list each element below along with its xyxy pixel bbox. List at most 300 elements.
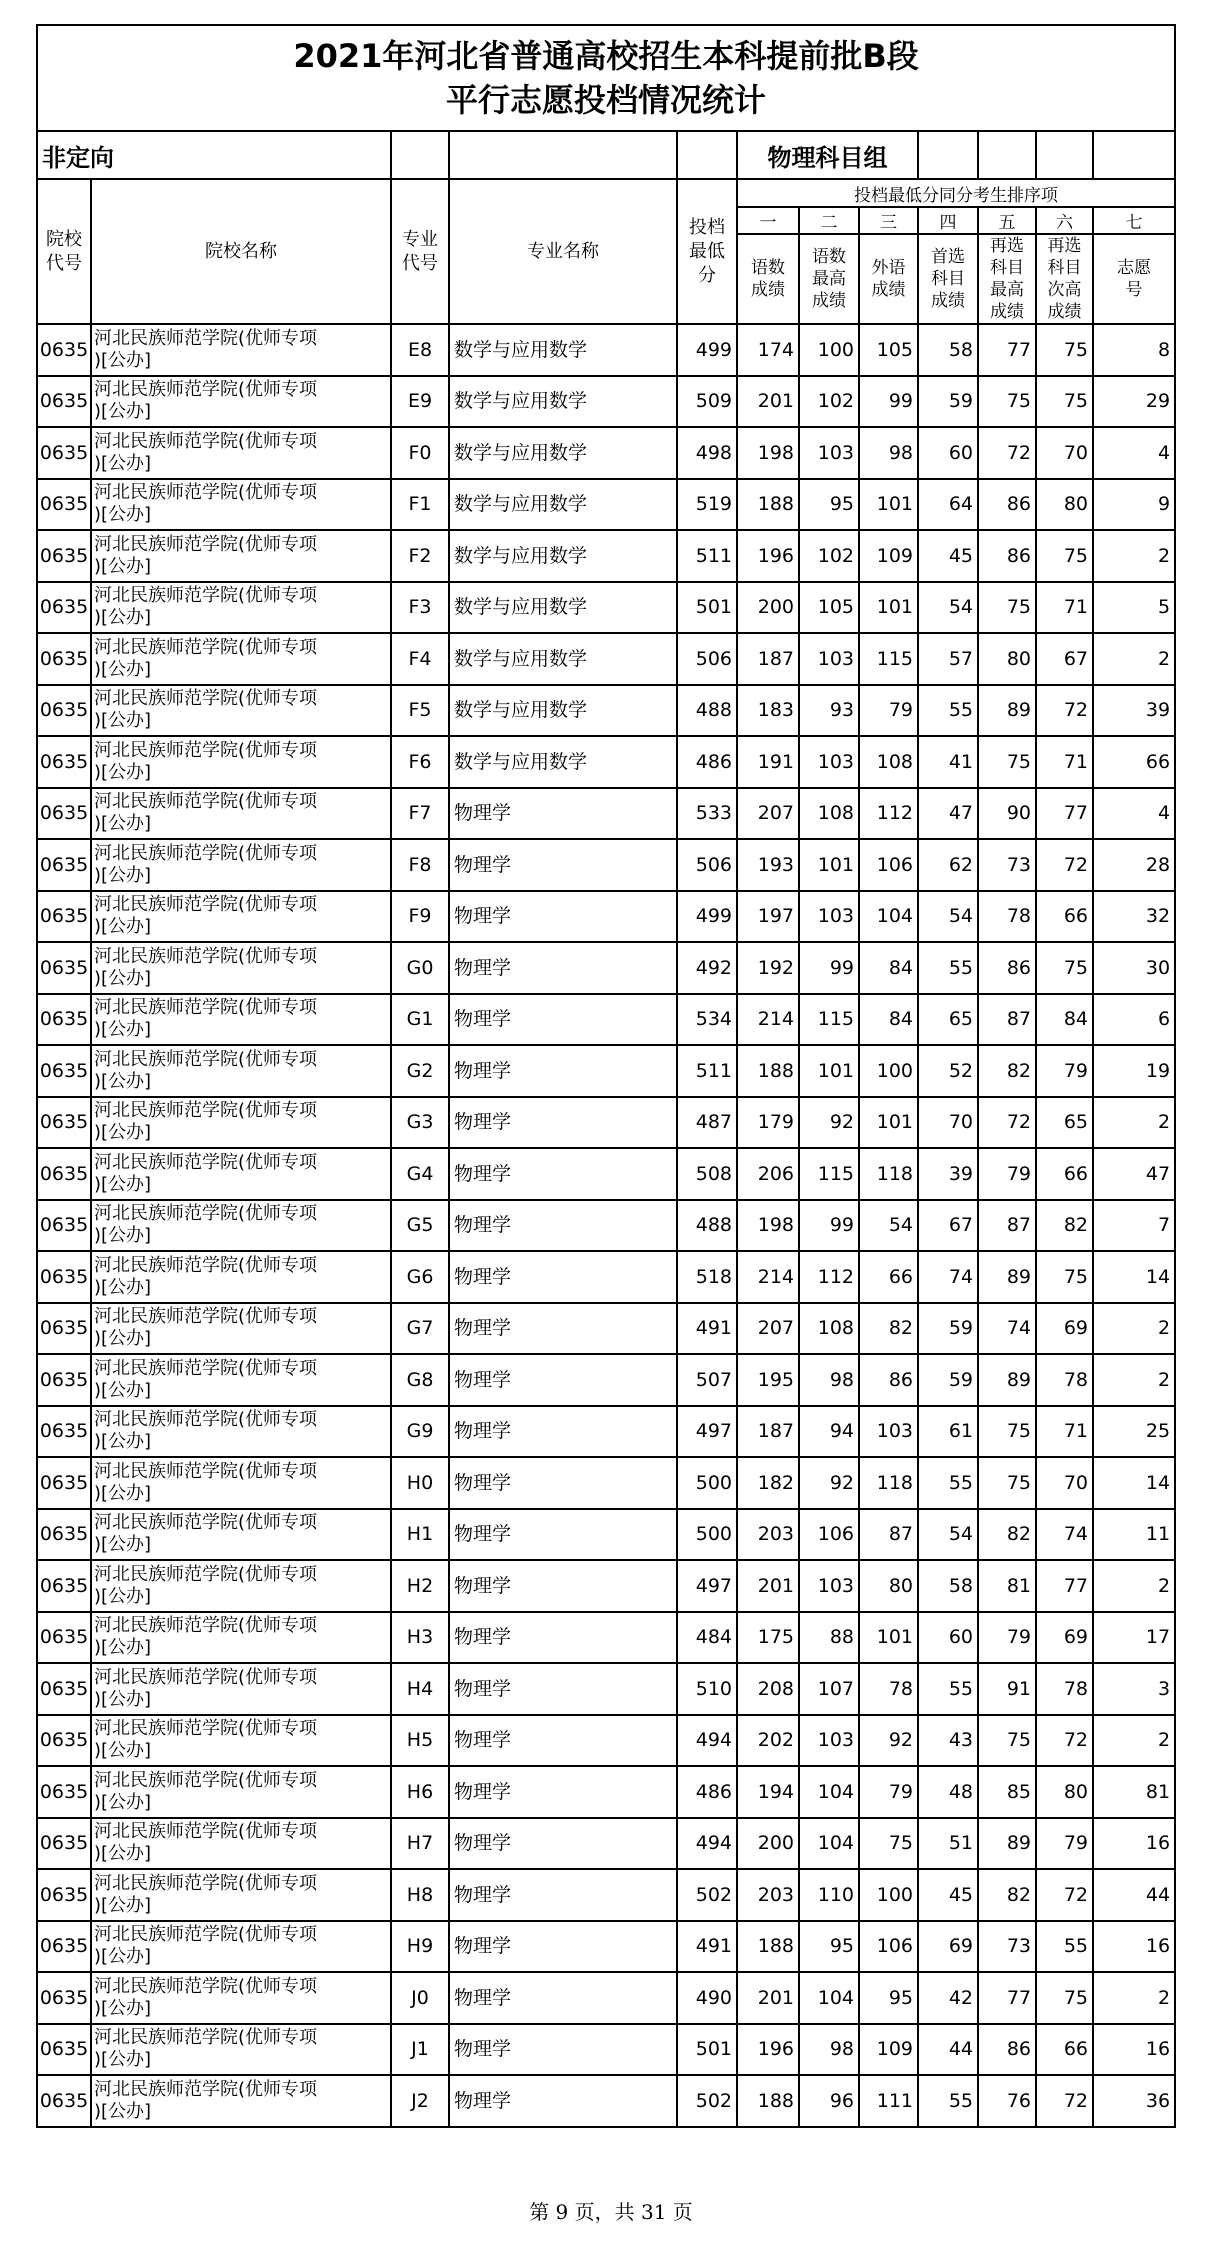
tie-score-cell: 115: [859, 633, 918, 685]
school-code-cell: 0635: [37, 376, 91, 428]
header-tie-item: 首选科目成绩: [918, 234, 978, 324]
school-code-cell: 0635: [37, 1045, 91, 1097]
tie-score-cell: 201: [737, 1972, 799, 2024]
tie-score-cell: 104: [799, 1818, 859, 1870]
school-name-cell: 河北民族师范学院(优师专项 )[公办]: [91, 479, 391, 531]
tie-score-cell: 67: [1036, 633, 1093, 685]
choice-number-cell: 25: [1093, 1406, 1175, 1458]
min-score-cell: 506: [677, 633, 737, 685]
tie-score-cell: 78: [1036, 1663, 1093, 1715]
major-name-cell: 数学与应用数学: [449, 427, 677, 479]
tie-score-cell: 55: [918, 685, 978, 737]
major-name-cell: 物理学: [449, 1406, 677, 1458]
school-name-cell: 河北民族师范学院(优师专项 )[公办]: [91, 376, 391, 428]
tie-score-cell: 75: [1036, 530, 1093, 582]
choice-number-cell: 11: [1093, 1509, 1175, 1561]
major-code-cell: H3: [391, 1612, 449, 1664]
tie-score-cell: 101: [859, 582, 918, 634]
title-line-2: 平行志愿投档情况统计: [446, 81, 767, 119]
header-tie-item: 志愿号: [1093, 234, 1175, 324]
tie-score-cell: 82: [978, 1869, 1036, 1921]
school-name-cell: 河北民族师范学院(优师专项 )[公办]: [91, 942, 391, 994]
major-name-cell: 物理学: [449, 1560, 677, 1612]
tie-score-cell: 214: [737, 1251, 799, 1303]
tie-score-cell: 118: [859, 1457, 918, 1509]
choice-number-cell: 8: [1093, 324, 1175, 376]
tie-score-cell: 203: [737, 1509, 799, 1561]
tie-score-cell: 66: [1036, 2024, 1093, 2076]
choice-number-cell: 16: [1093, 1818, 1175, 1870]
table-row: [37, 427, 1175, 479]
tie-score-cell: 85: [978, 1766, 1036, 1818]
tie-score-cell: 55: [918, 2075, 978, 2127]
tie-score-cell: 183: [737, 685, 799, 737]
tie-score-cell: 80: [1036, 1766, 1093, 1818]
choice-number-cell: 16: [1093, 2024, 1175, 2076]
tie-score-cell: 103: [799, 891, 859, 943]
school-code-cell: 0635: [37, 1200, 91, 1252]
school-code-cell: 0635: [37, 530, 91, 582]
header-tie-item: 再选科目最高成绩: [978, 234, 1036, 324]
tie-score-cell: 54: [918, 1509, 978, 1561]
tie-score-cell: 118: [859, 1148, 918, 1200]
choice-number-cell: 36: [1093, 2075, 1175, 2127]
major-name-cell: 物理学: [449, 1148, 677, 1200]
major-name-cell: 物理学: [449, 994, 677, 1046]
school-name-cell: 河北民族师范学院(优师专项 )[公办]: [91, 1148, 391, 1200]
min-score-cell: 511: [677, 1045, 737, 1097]
tie-score-cell: 187: [737, 633, 799, 685]
school-code-cell: 0635: [37, 1715, 91, 1767]
school-name-cell: 河北民族师范学院(优师专项 )[公办]: [91, 1045, 391, 1097]
tie-score-cell: 75: [978, 1406, 1036, 1458]
school-code-cell: 0635: [37, 1509, 91, 1561]
tie-score-cell: 82: [978, 1045, 1036, 1097]
tie-score-cell: 198: [737, 427, 799, 479]
table-row: [37, 1560, 1175, 1612]
min-score-cell: 490: [677, 1972, 737, 2024]
tie-score-cell: 87: [978, 1200, 1036, 1252]
min-score-cell: 484: [677, 1612, 737, 1664]
school-code-cell: 0635: [37, 736, 91, 788]
tie-score-cell: 206: [737, 1148, 799, 1200]
school-name-cell: 河北民族师范学院(优师专项 )[公办]: [91, 1354, 391, 1406]
school-name-cell: 河北民族师范学院(优师专项 )[公办]: [91, 1560, 391, 1612]
min-score-cell: 494: [677, 1818, 737, 1870]
tie-score-cell: 72: [1036, 839, 1093, 891]
tie-score-cell: 79: [859, 1766, 918, 1818]
tie-score-cell: 75: [978, 1457, 1036, 1509]
tie-score-cell: 175: [737, 1612, 799, 1664]
tie-score-cell: 82: [1036, 1200, 1093, 1252]
school-name-cell: 河北民族师范学院(优师专项 )[公办]: [91, 1766, 391, 1818]
major-code-cell: H5: [391, 1715, 449, 1767]
choice-number-cell: 14: [1093, 1457, 1175, 1509]
header-tie-item: 外语成绩: [859, 234, 918, 324]
school-code-cell: 0635: [37, 1612, 91, 1664]
school-code-cell: 0635: [37, 942, 91, 994]
major-code-cell: E8: [391, 324, 449, 376]
min-score-cell: 500: [677, 1457, 737, 1509]
tie-score-cell: 77: [1036, 788, 1093, 840]
min-score-cell: 502: [677, 2075, 737, 2127]
tie-score-cell: 103: [859, 1406, 918, 1458]
choice-number-cell: 16: [1093, 1921, 1175, 1973]
tie-score-cell: 59: [918, 376, 978, 428]
major-code-cell: F2: [391, 530, 449, 582]
tie-score-cell: 89: [978, 685, 1036, 737]
major-name-cell: 物理学: [449, 1303, 677, 1355]
table-row: [37, 1251, 1175, 1303]
table-row: [37, 1457, 1175, 1509]
major-code-cell: F1: [391, 479, 449, 531]
school-name-cell: 河北民族师范学院(优师专项 )[公办]: [91, 1097, 391, 1149]
tie-score-cell: 194: [737, 1766, 799, 1818]
major-code-cell: G7: [391, 1303, 449, 1355]
major-code-cell: F3: [391, 582, 449, 634]
school-name-cell: 河北民族师范学院(优师专项 )[公办]: [91, 324, 391, 376]
choice-number-cell: 30: [1093, 942, 1175, 994]
tie-score-cell: 102: [799, 530, 859, 582]
tie-score-cell: 115: [799, 994, 859, 1046]
major-name-cell: 数学与应用数学: [449, 376, 677, 428]
major-name-cell: 数学与应用数学: [449, 324, 677, 376]
school-code-cell: 0635: [37, 1097, 91, 1149]
tie-score-cell: 58: [918, 324, 978, 376]
major-code-cell: F7: [391, 788, 449, 840]
choice-number-cell: 3: [1093, 1663, 1175, 1715]
tie-score-cell: 214: [737, 994, 799, 1046]
major-code-cell: J2: [391, 2075, 449, 2127]
admission-table-sheet: [36, 24, 1174, 2122]
school-code-cell: 0635: [37, 839, 91, 891]
table-row: [37, 324, 1175, 376]
major-code-cell: G4: [391, 1148, 449, 1200]
major-name-cell: 数学与应用数学: [449, 685, 677, 737]
tie-score-cell: 79: [1036, 1818, 1093, 1870]
tie-score-cell: 188: [737, 479, 799, 531]
table-row: [37, 1818, 1175, 1870]
tie-score-cell: 207: [737, 1303, 799, 1355]
tie-score-cell: 81: [978, 1560, 1036, 1612]
tie-score-cell: 73: [978, 1921, 1036, 1973]
blank-cell: [918, 131, 978, 179]
major-name-cell: 物理学: [449, 1715, 677, 1767]
tie-score-cell: 75: [1036, 324, 1093, 376]
tie-score-cell: 93: [799, 685, 859, 737]
tie-score-cell: 103: [799, 736, 859, 788]
school-code-cell: 0635: [37, 2075, 91, 2127]
tie-score-cell: 207: [737, 788, 799, 840]
tie-score-cell: 101: [859, 479, 918, 531]
table-row: [37, 1354, 1175, 1406]
major-name-cell: 物理学: [449, 1045, 677, 1097]
choice-number-cell: 66: [1093, 736, 1175, 788]
tie-score-cell: 59: [918, 1303, 978, 1355]
tie-score-cell: 70: [1036, 1457, 1093, 1509]
choice-number-cell: 2: [1093, 530, 1175, 582]
tie-score-cell: 77: [978, 324, 1036, 376]
min-score-cell: 488: [677, 685, 737, 737]
tie-score-cell: 208: [737, 1663, 799, 1715]
tie-score-cell: 72: [978, 427, 1036, 479]
school-name-cell: 河北民族师范学院(优师专项 )[公办]: [91, 1251, 391, 1303]
tie-score-cell: 105: [859, 324, 918, 376]
tie-score-cell: 88: [799, 1612, 859, 1664]
major-name-cell: 数学与应用数学: [449, 530, 677, 582]
tie-score-cell: 69: [1036, 1612, 1093, 1664]
tie-score-cell: 48: [918, 1766, 978, 1818]
blank-cell: [1093, 131, 1175, 179]
school-code-cell: 0635: [37, 1972, 91, 2024]
school-name-cell: 河北民族师范学院(优师专项 )[公办]: [91, 839, 391, 891]
school-name-cell: 河北民族师范学院(优师专项 )[公办]: [91, 1869, 391, 1921]
school-code-cell: 0635: [37, 1869, 91, 1921]
major-name-cell: 物理学: [449, 1766, 677, 1818]
tie-score-cell: 86: [859, 1354, 918, 1406]
school-code-cell: 0635: [37, 1251, 91, 1303]
tie-score-cell: 101: [859, 1097, 918, 1149]
major-code-cell: F6: [391, 736, 449, 788]
table-row: [37, 788, 1175, 840]
major-name-cell: 物理学: [449, 1509, 677, 1561]
header-tie-number: 一: [737, 207, 799, 234]
school-code-cell: 0635: [37, 582, 91, 634]
tie-score-cell: 89: [978, 1354, 1036, 1406]
school-name-cell: 河北民族师范学院(优师专项 )[公办]: [91, 1200, 391, 1252]
tie-score-cell: 82: [859, 1303, 918, 1355]
table-row: [37, 839, 1175, 891]
blank-cell: [391, 131, 449, 179]
min-score-cell: 502: [677, 1869, 737, 1921]
major-name-cell: 物理学: [449, 1612, 677, 1664]
table-row: [37, 582, 1175, 634]
school-code-cell: 0635: [37, 479, 91, 531]
tie-score-cell: 106: [799, 1509, 859, 1561]
min-score-cell: 497: [677, 1560, 737, 1612]
tie-score-cell: 82: [978, 1509, 1036, 1561]
tie-score-cell: 57: [918, 633, 978, 685]
choice-number-cell: 2: [1093, 1303, 1175, 1355]
major-name-cell: 物理学: [449, 1354, 677, 1406]
school-name-cell: 河北民族师范学院(优师专项 )[公办]: [91, 2024, 391, 2076]
table-row: [37, 891, 1175, 943]
major-code-cell: F8: [391, 839, 449, 891]
school-name-cell: 河北民族师范学院(优师专项 )[公办]: [91, 1612, 391, 1664]
tie-score-cell: 54: [918, 891, 978, 943]
major-code-cell: E9: [391, 376, 449, 428]
tie-score-cell: 75: [1036, 1251, 1093, 1303]
major-code-cell: H6: [391, 1766, 449, 1818]
tie-score-cell: 74: [978, 1303, 1036, 1355]
major-name-cell: 物理学: [449, 1921, 677, 1973]
tie-score-cell: 70: [1036, 427, 1093, 479]
tie-score-cell: 110: [799, 1869, 859, 1921]
tie-score-cell: 86: [978, 2024, 1036, 2076]
major-name-cell: 物理学: [449, 891, 677, 943]
subject-group-label: 物理科目组: [737, 131, 918, 179]
major-code-cell: H0: [391, 1457, 449, 1509]
tie-score-cell: 78: [978, 891, 1036, 943]
table-row: [37, 736, 1175, 788]
tie-score-cell: 87: [978, 994, 1036, 1046]
tie-score-cell: 99: [859, 376, 918, 428]
tie-score-cell: 188: [737, 1045, 799, 1097]
table-row: [37, 994, 1175, 1046]
tie-score-cell: 65: [1036, 1097, 1093, 1149]
tie-score-cell: 92: [799, 1457, 859, 1509]
choice-number-cell: 2: [1093, 1972, 1175, 2024]
choice-number-cell: 29: [1093, 376, 1175, 428]
section-label: 非定向: [37, 131, 391, 179]
min-score-cell: 491: [677, 1921, 737, 1973]
school-name-cell: 河北民族师范学院(优师专项 )[公办]: [91, 891, 391, 943]
tie-score-cell: 92: [859, 1715, 918, 1767]
tie-score-cell: 84: [859, 994, 918, 1046]
choice-number-cell: 5: [1093, 582, 1175, 634]
tie-score-cell: 104: [799, 1766, 859, 1818]
tie-score-cell: 188: [737, 2075, 799, 2127]
tie-score-cell: 70: [918, 1097, 978, 1149]
school-code-cell: 0635: [37, 1818, 91, 1870]
school-code-cell: 0635: [37, 1560, 91, 1612]
choice-number-cell: 17: [1093, 1612, 1175, 1664]
tie-score-cell: 75: [1036, 1972, 1093, 2024]
min-score-cell: 501: [677, 2024, 737, 2076]
tie-score-cell: 101: [799, 1045, 859, 1097]
table-row: [37, 1097, 1175, 1149]
choice-number-cell: 28: [1093, 839, 1175, 891]
major-code-cell: F5: [391, 685, 449, 737]
tie-score-cell: 79: [978, 1148, 1036, 1200]
major-name-cell: 物理学: [449, 839, 677, 891]
blank-cell: [978, 131, 1036, 179]
header-school-name: 院校名称: [91, 179, 391, 324]
tie-score-cell: 174: [737, 324, 799, 376]
min-score-cell: 498: [677, 427, 737, 479]
choice-number-cell: 2: [1093, 1560, 1175, 1612]
table-row: [37, 1921, 1175, 1973]
table-row: [37, 1612, 1175, 1664]
tie-score-cell: 62: [918, 839, 978, 891]
major-name-cell: 物理学: [449, 2075, 677, 2127]
tie-score-cell: 103: [799, 633, 859, 685]
tie-score-cell: 89: [978, 1818, 1036, 1870]
table-row: [37, 1663, 1175, 1715]
tie-score-cell: 89: [978, 1251, 1036, 1303]
major-name-cell: 数学与应用数学: [449, 736, 677, 788]
major-code-cell: G1: [391, 994, 449, 1046]
tie-score-cell: 80: [859, 1560, 918, 1612]
major-name-cell: 物理学: [449, 1251, 677, 1303]
tie-score-cell: 195: [737, 1354, 799, 1406]
tie-score-cell: 67: [918, 1200, 978, 1252]
tie-score-cell: 106: [859, 839, 918, 891]
tie-score-cell: 108: [799, 1303, 859, 1355]
school-code-cell: 0635: [37, 685, 91, 737]
tie-score-cell: 95: [799, 479, 859, 531]
tie-score-cell: 98: [799, 2024, 859, 2076]
choice-number-cell: 4: [1093, 788, 1175, 840]
tie-score-cell: 192: [737, 942, 799, 994]
major-name-cell: 数学与应用数学: [449, 633, 677, 685]
school-code-cell: 0635: [37, 1457, 91, 1509]
school-code-cell: 0635: [37, 788, 91, 840]
min-score-cell: 486: [677, 736, 737, 788]
table-row: [37, 1303, 1175, 1355]
min-score-cell: 491: [677, 1303, 737, 1355]
school-name-cell: 河北民族师范学院(优师专项 )[公办]: [91, 2075, 391, 2127]
tie-score-cell: 196: [737, 2024, 799, 2076]
major-code-cell: H9: [391, 1921, 449, 1973]
min-score-cell: 509: [677, 376, 737, 428]
tie-score-cell: 77: [978, 1972, 1036, 2024]
table-row: [37, 1200, 1175, 1252]
tie-score-cell: 103: [799, 1560, 859, 1612]
school-code-cell: 0635: [37, 994, 91, 1046]
choice-number-cell: 44: [1093, 1869, 1175, 1921]
school-name-cell: 河北民族师范学院(优师专项 )[公办]: [91, 1663, 391, 1715]
table-row: [37, 1406, 1175, 1458]
major-name-cell: 物理学: [449, 1972, 677, 2024]
blank-cell: [449, 131, 677, 179]
tie-score-cell: 55: [918, 942, 978, 994]
choice-number-cell: 19: [1093, 1045, 1175, 1097]
tie-score-cell: 75: [1036, 376, 1093, 428]
school-name-cell: 河北民族师范学院(优师专项 )[公办]: [91, 633, 391, 685]
major-name-cell: 数学与应用数学: [449, 479, 677, 531]
tie-score-cell: 72: [978, 1097, 1036, 1149]
tie-score-cell: 75: [978, 376, 1036, 428]
tie-score-cell: 66: [1036, 891, 1093, 943]
tie-score-cell: 109: [859, 2024, 918, 2076]
tie-score-cell: 52: [918, 1045, 978, 1097]
choice-number-cell: 2: [1093, 1715, 1175, 1767]
header-school-code: 院校代号: [37, 179, 91, 324]
school-code-cell: 0635: [37, 324, 91, 376]
major-code-cell: G9: [391, 1406, 449, 1458]
major-code-cell: J1: [391, 2024, 449, 2076]
tie-score-cell: 86: [978, 479, 1036, 531]
major-name-cell: 物理学: [449, 1200, 677, 1252]
blank-cell: [1036, 131, 1093, 179]
school-code-cell: 0635: [37, 1354, 91, 1406]
major-name-cell: 物理学: [449, 1097, 677, 1149]
tie-score-cell: 77: [1036, 1560, 1093, 1612]
school-name-cell: 河北民族师范学院(优师专项 )[公办]: [91, 1921, 391, 1973]
tie-score-cell: 79: [978, 1612, 1036, 1664]
tie-score-cell: 75: [978, 582, 1036, 634]
tie-score-cell: 202: [737, 1715, 799, 1767]
min-score-cell: 501: [677, 582, 737, 634]
tie-score-cell: 66: [1036, 1148, 1093, 1200]
school-name-cell: 河北民族师范学院(优师专项 )[公办]: [91, 427, 391, 479]
tie-score-cell: 108: [799, 788, 859, 840]
tie-score-cell: 187: [737, 1406, 799, 1458]
tie-score-cell: 197: [737, 891, 799, 943]
min-score-cell: 487: [677, 1097, 737, 1149]
school-code-cell: 0635: [37, 1766, 91, 1818]
tie-score-cell: 65: [918, 994, 978, 1046]
school-name-cell: 河北民族师范学院(优师专项 )[公办]: [91, 788, 391, 840]
tie-score-cell: 51: [918, 1818, 978, 1870]
tie-score-cell: 79: [859, 685, 918, 737]
school-name-cell: 河北民族师范学院(优师专项 )[公办]: [91, 1303, 391, 1355]
tie-score-cell: 111: [859, 2075, 918, 2127]
tie-score-cell: 71: [1036, 1406, 1093, 1458]
tie-score-cell: 193: [737, 839, 799, 891]
header-tie-item: 语数成绩: [737, 234, 799, 324]
